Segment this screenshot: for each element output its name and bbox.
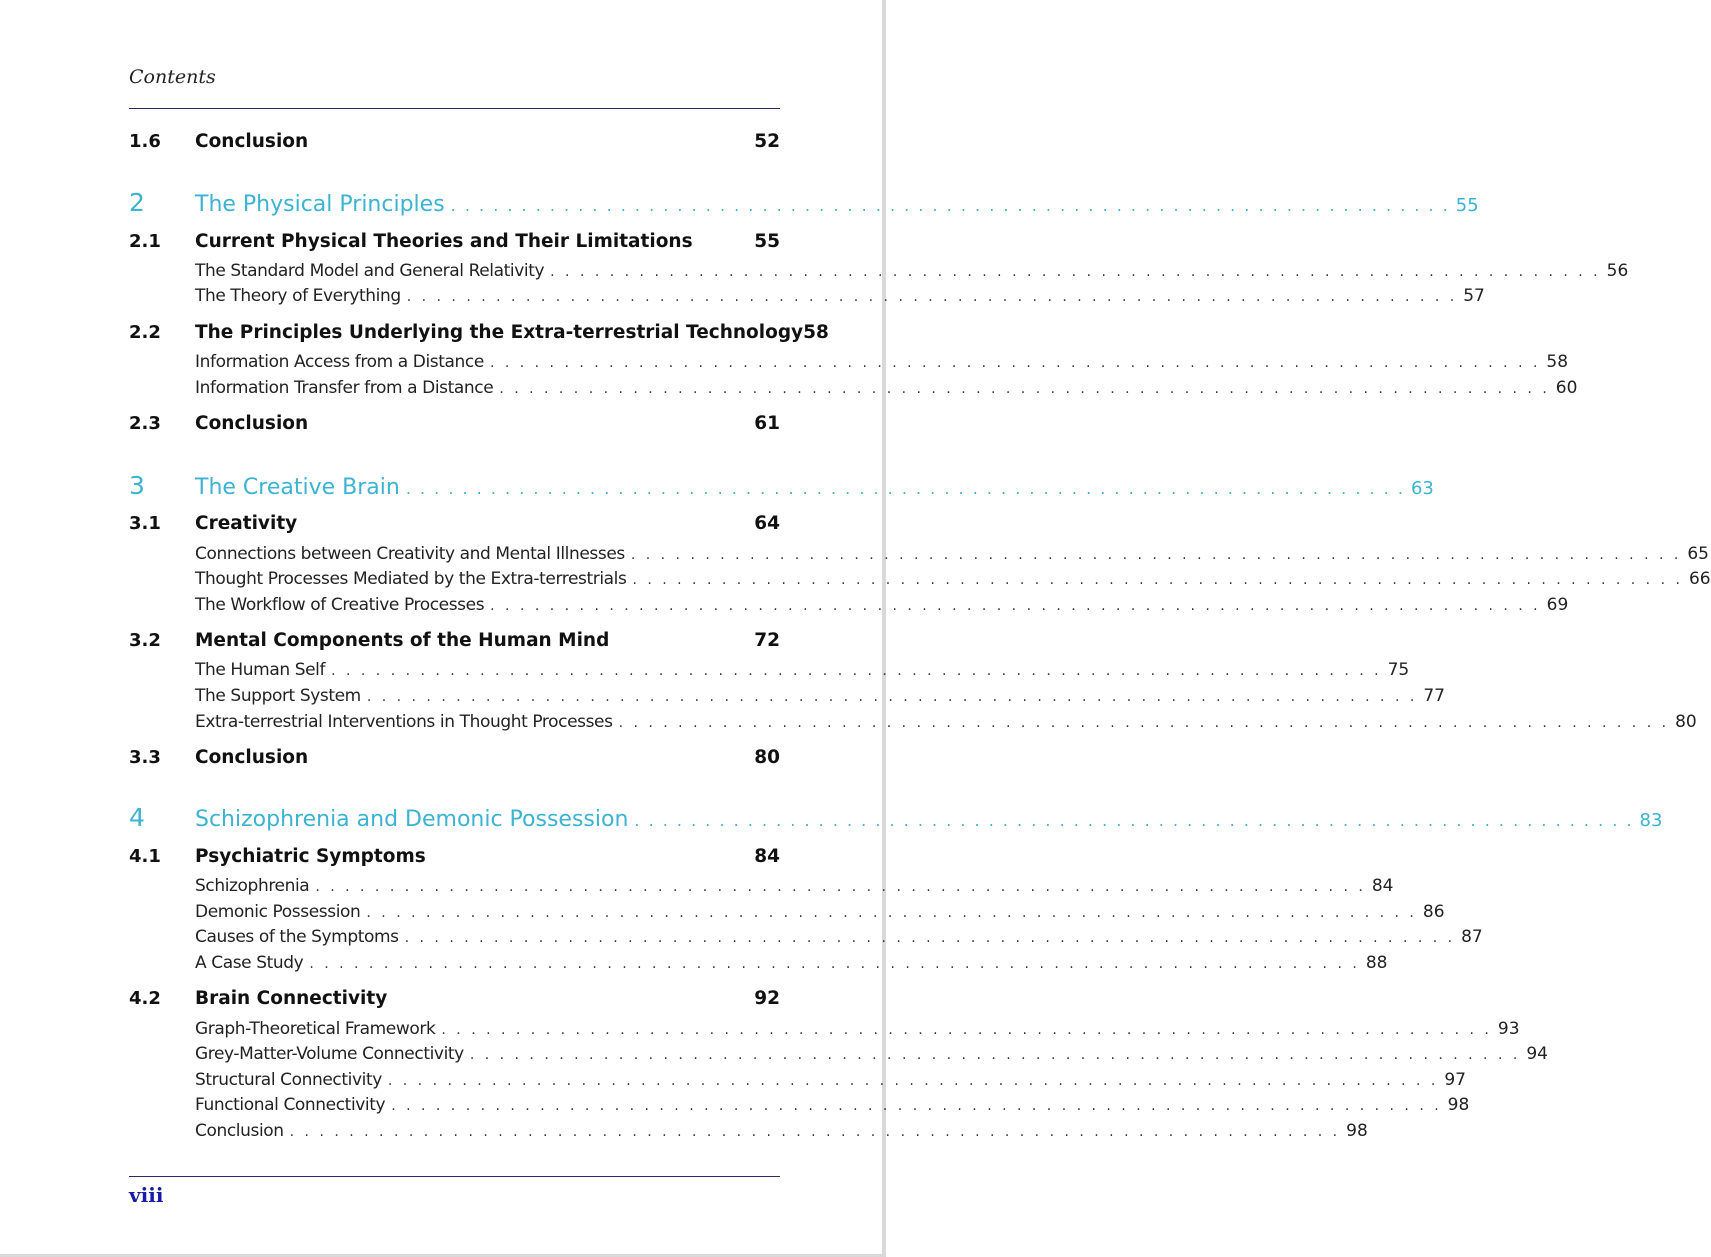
toc-chapter-2[interactable] [129, 188, 1479, 217]
toc-subsection[interactable] [195, 544, 1709, 564]
toc-subsection[interactable] [195, 953, 1388, 973]
section-number: 2.1 [129, 231, 161, 252]
toc-subsection[interactable] [195, 686, 1445, 706]
subsection-title: Connections between Creativity and Mental Illnesses [195, 544, 625, 564]
section-number: 1.6 [129, 131, 161, 152]
subsection-title: The Support System [195, 686, 361, 706]
page-number: 61 [754, 413, 780, 434]
subsection-title: Thought Processes Mediated by the Extra-terrestrials [195, 569, 627, 589]
toc-subsection[interactable] [195, 569, 1711, 589]
dot-leader: . . . . . . . . . . . . . . . . . . . . . . . . . . . . . . . . . . . . . . . . . . . . . . . . . . . . . . . . . . . . . . . . . . . . . . . [499, 381, 1550, 397]
toc-subsection[interactable] [195, 1121, 1368, 1141]
page-number: 57 [1463, 286, 1485, 306]
toc-subsection[interactable] [195, 352, 1569, 372]
dot-leader: . . . . . . . . . . . . . . . . . . . . . . . . . . . . . . . . . . . . . . . . . . . . . . . . . . . . . . . . . . . . . . . . . . . . . . . [406, 289, 1458, 305]
page-number: 80 [1675, 712, 1697, 732]
subsection-title: The Standard Model and General Relativity [195, 261, 545, 281]
page-number: 58 [1546, 352, 1569, 372]
section-number: 4.2 [129, 988, 161, 1009]
subsection-title: Extra-terrestrial Interventions in Thought Processes [195, 712, 613, 732]
toc-section-2-2[interactable] [129, 322, 829, 343]
page-number: 63 [1410, 478, 1434, 499]
dot-leader: . . . . . . . . . . . . . . . . . . . . . . . . . . . . . . . . . . . . . . . . . . . . . . . . . . . . . . . . . . . . . . . . . . . . . . . [630, 547, 1682, 563]
dot-leader: . . . . . . . . . . . . . . . . . . . . . . . . . . . . . . . . . . . . . . . . . . . . . . . . . . . . . . . . . . . . . . . . . . . . . . . [632, 572, 1683, 588]
chapter-number: 3 [129, 471, 145, 500]
section-title: Creativity [195, 513, 298, 534]
chapter-title: The Physical Principles [195, 192, 445, 217]
chapter-number: 4 [129, 803, 145, 832]
subsection-title: Conclusion [195, 1121, 284, 1141]
dot-leader: . . . . . . . . . . . . . . . . . . . . . . . . . . . . . . . . . . . . . . . . . . . . . . . . . . . . . . . . . . . . . . . . . . . . . . . [634, 811, 1634, 830]
toc-chapter-3[interactable] [129, 471, 1434, 500]
dot-leader: . . . . . . . . . . . . . . . . . . . . . . . . . . . . . . . . . . . . . . . . . . . . . . . . . . . . . . . . . . . . . . . . . . . . . . . [391, 1098, 1442, 1114]
page-number: 52 [754, 131, 780, 152]
subsection-title: The Workflow of Creative Processes [195, 595, 485, 615]
subsection-title: A Case Study [195, 953, 304, 973]
dot-leader: . . . . . . . . . . . . . . . . . . . . . . . . . . . . . . . . . . . . . . . . . . . . . . . . . . . . . . . . . . . . . . . . . . . . . . . [405, 479, 1405, 498]
subsection-title: Structural Connectivity [195, 1070, 382, 1090]
toc-chapter-4[interactable] [129, 803, 1663, 832]
chapter-title: The Creative Brain [195, 475, 400, 500]
page-number: 94 [1526, 1044, 1548, 1064]
subsection-title: The Theory of Everything [195, 286, 401, 306]
page-number: 55 [754, 231, 780, 252]
section-number: 4.1 [129, 846, 161, 867]
dot-leader: . . . . . . . . . . . . . . . . . . . . . . . . . . . . . . . . . . . . . . . . . . . . . . . . . . . . . . . . . . . . . . . . . . . . . . . [490, 598, 1541, 614]
toc-subsection[interactable] [195, 286, 1485, 306]
page-number: 98 [1447, 1095, 1470, 1115]
dot-leader: . . . . . . . . . . . . . . . . . . . . . . . . . . . . . . . . . . . . . . . . . . . . . . . . . . . . . . . . . . . . . . . . . . . . . . . [441, 1022, 1492, 1038]
page-number: 64 [754, 513, 780, 534]
page-number: 69 [1546, 595, 1569, 615]
toc-subsection[interactable] [195, 902, 1445, 922]
page-number: 58 [803, 322, 829, 343]
section-title: Conclusion [195, 747, 309, 768]
toc-section-3-1[interactable] [129, 513, 780, 534]
page-edge [882, 0, 886, 1257]
dot-leader: . . . . . . . . . . . . . . . . . . . . . . . . . . . . . . . . . . . . . . . . . . . . . . . . . . . . . . . . . . . . . . . . . . . . . . . [289, 1124, 1341, 1140]
dot-leader: . . . . . . . . . . . . . . . . . . . . . . . . . . . . . . . . . . . . . . . . . . . . . . . . . . . . . . . . . . . . . . . . . . . . . . . [550, 264, 1601, 280]
header-rule [129, 108, 780, 109]
toc-subsection[interactable] [195, 1019, 1520, 1039]
dot-leader: . . . . . . . . . . . . . . . . . . . . . . . . . . . . . . . . . . . . . . . . . . . . . . . . . . . . . . . . . . . . . . . . . . . . . . . [469, 1047, 1521, 1063]
toc-subsection[interactable] [195, 876, 1394, 896]
dot-leader: . . . . . . . . . . . . . . . . . . . . . . . . . . . . . . . . . . . . . . . . . . . . . . . . . . . . . . . . . . . . . . . . . . . . . . . [618, 715, 1670, 731]
section-number: 3.2 [129, 630, 161, 651]
dot-leader: . . . . . . . . . . . . . . . . . . . . . . . . . . . . . . . . . . . . . . . . . . . . . . . . . . . . . . . . . . . . . . . . . . . . . . . [366, 689, 1418, 705]
page-number: 56 [1606, 261, 1629, 281]
dot-leader: . . . . . . . . . . . . . . . . . . . . . . . . . . . . . . . . . . . . . . . . . . . . . . . . . . . . . . . . . . . . . . . . . . . . . . . [331, 663, 1382, 679]
page-number: 60 [1555, 378, 1578, 398]
subsection-title: Information Access from a Distance [195, 352, 484, 372]
subsection-title: Functional Connectivity [195, 1095, 386, 1115]
page-number: 77 [1423, 686, 1445, 706]
toc-section-1-6[interactable] [129, 131, 780, 152]
section-title: Current Physical Theories and Their Limitations [195, 231, 693, 252]
subsection-title: Causes of the Symptoms [195, 927, 399, 947]
toc-subsection[interactable] [195, 261, 1629, 281]
folio-page-number: viii [129, 1183, 164, 1207]
toc-section-3-2[interactable] [129, 630, 780, 651]
page-number: 80 [754, 747, 780, 768]
page-number: 83 [1639, 810, 1663, 831]
toc-subsection[interactable] [195, 712, 1697, 732]
chapter-number: 2 [129, 188, 145, 217]
page-number: 66 [1688, 569, 1711, 589]
subsection-title: Schizophrenia [195, 876, 310, 896]
dot-leader: . . . . . . . . . . . . . . . . . . . . . . . . . . . . . . . . . . . . . . . . . . . . . . . . . . . . . . . . . . . . . . . . . . . . . . . [309, 956, 1360, 972]
subsection-title: Grey-Matter-Volume Connectivity [195, 1044, 464, 1064]
toc-subsection[interactable] [195, 1095, 1470, 1115]
page-number: 97 [1444, 1070, 1466, 1090]
section-title: Psychiatric Symptoms [195, 846, 426, 867]
section-number: 2.3 [129, 413, 161, 434]
section-number: 2.2 [129, 322, 161, 343]
dot-leader: . . . . . . . . . . . . . . . . . . . . . . . . . . . . . . . . . . . . . . . . . . . . . . . . . . . . . . . . . . . . . . . . . . . . . . . [450, 196, 1450, 215]
toc-subsection[interactable] [195, 927, 1483, 947]
page-number: 84 [754, 846, 780, 867]
toc-subsection[interactable] [195, 378, 1578, 398]
toc-subsection[interactable] [195, 660, 1410, 680]
page-number: 72 [754, 630, 780, 651]
page-number: 93 [1497, 1019, 1520, 1039]
subsection-title: Information Transfer from a Distance [195, 378, 494, 398]
dot-leader: . . . . . . . . . . . . . . . . . . . . . . . . . . . . . . . . . . . . . . . . . . . . . . . . . . . . . . . . . . . . . . . . . . . . . . . [387, 1073, 1439, 1089]
dot-leader: . . . . . . . . . . . . . . . . . . . . . . . . . . . . . . . . . . . . . . . . . . . . . . . . . . . . . . . . . . . . . . . . . . . . . . . [366, 905, 1417, 921]
section-title: Brain Connectivity [195, 988, 388, 1009]
toc-subsection[interactable] [195, 595, 1569, 615]
dot-leader: . . . . . . . . . . . . . . . . . . . . . . . . . . . . . . . . . . . . . . . . . . . . . . . . . . . . . . . . . . . . . . . . . . . . . . . [315, 879, 1366, 895]
subsection-title: Demonic Possession [195, 902, 361, 922]
chapter-title: Schizophrenia and Demonic Possession [195, 807, 629, 832]
page-number: 84 [1371, 876, 1394, 896]
page-number: 86 [1422, 902, 1445, 922]
section-number: 3.3 [129, 747, 161, 768]
dot-leader: . . . . . . . . . . . . . . . . . . . . . . . . . . . . . . . . . . . . . . . . . . . . . . . . . . . . . . . . . . . . . . . . . . . . . . . [489, 355, 1541, 371]
subsection-title: The Human Self [195, 660, 326, 680]
section-number: 3.1 [129, 513, 161, 534]
section-title: Conclusion [195, 413, 309, 434]
section-title: Conclusion [195, 131, 309, 152]
page-number: 75 [1387, 660, 1410, 680]
toc-subsection[interactable] [195, 1044, 1548, 1064]
toc-section-2-3[interactable] [129, 413, 780, 434]
toc-subsection[interactable] [195, 1070, 1466, 1090]
section-title: The Principles Underlying the Extra-terrestrial Technology [195, 322, 804, 343]
page-number: 87 [1461, 927, 1483, 947]
running-head: Contents [129, 66, 216, 88]
toc-section-2-1[interactable] [129, 231, 780, 252]
page-number: 92 [754, 988, 780, 1009]
dot-leader: . . . . . . . . . . . . . . . . . . . . . . . . . . . . . . . . . . . . . . . . . . . . . . . . . . . . . . . . . . . . . . . . . . . . . . . [404, 930, 1456, 946]
toc-section-3-3[interactable] [129, 747, 780, 768]
toc-section-4-2[interactable] [129, 988, 780, 1009]
footer-rule [129, 1176, 780, 1177]
toc-section-4-1[interactable] [129, 846, 780, 867]
section-title: Mental Components of the Human Mind [195, 630, 610, 651]
page-number: 88 [1365, 953, 1388, 973]
page-number: 65 [1687, 544, 1709, 564]
page-number: 55 [1455, 195, 1479, 216]
page-number: 98 [1346, 1121, 1368, 1141]
subsection-title: Graph-Theoretical Framework [195, 1019, 436, 1039]
